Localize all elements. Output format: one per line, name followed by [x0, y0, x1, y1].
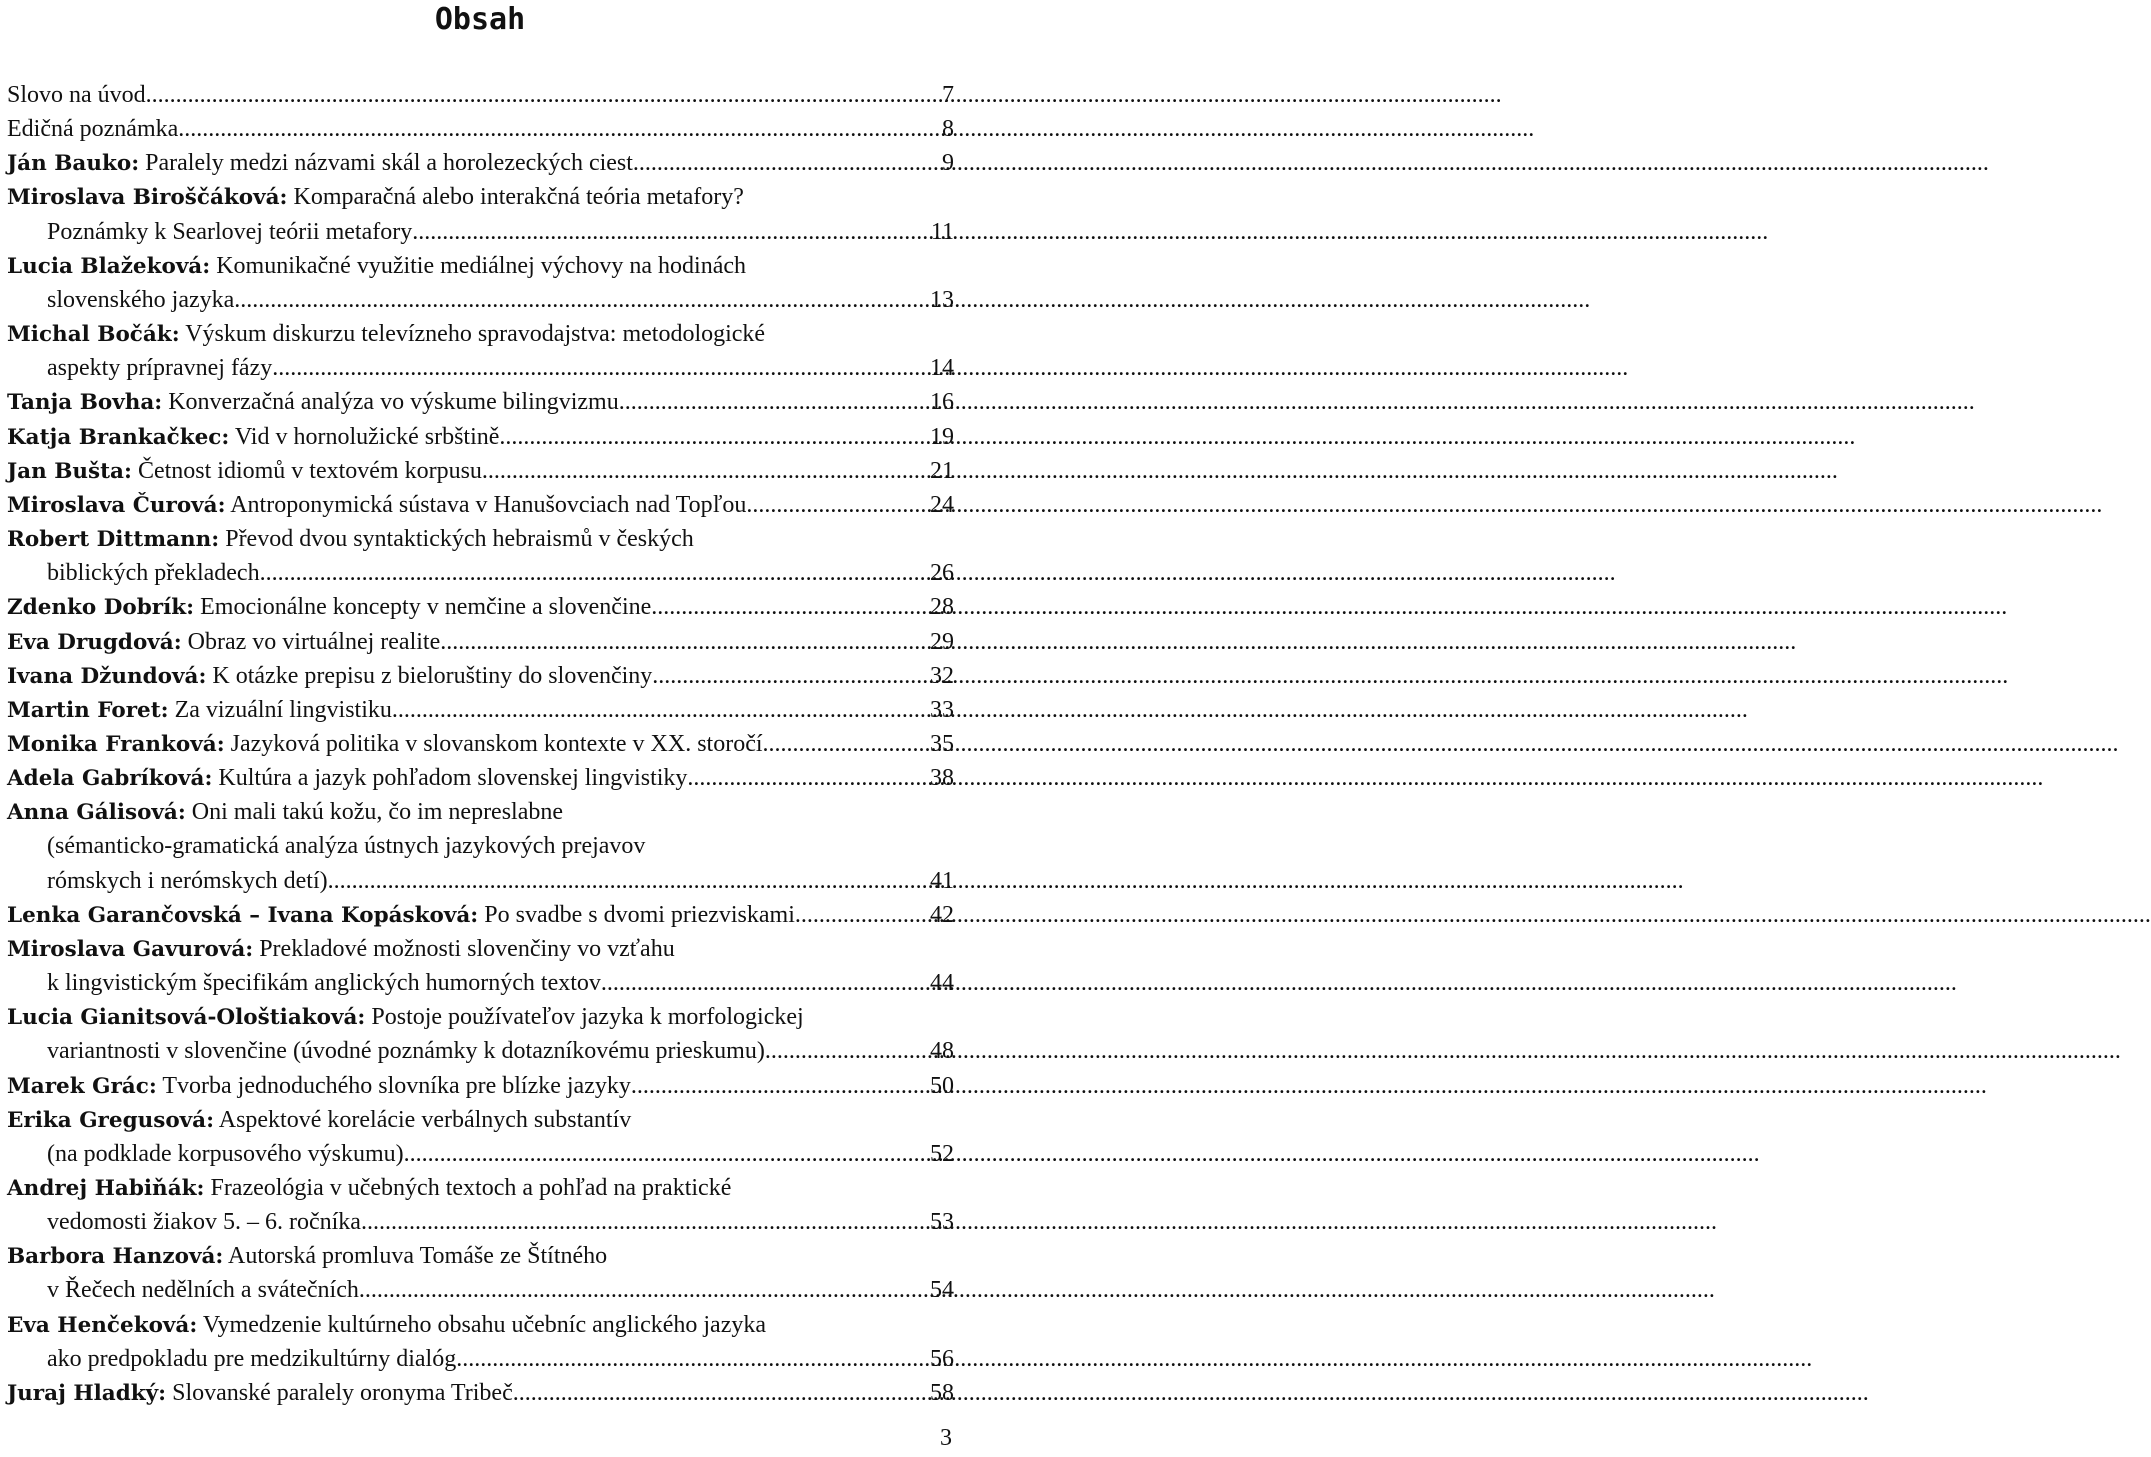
toc-entry-title: Edičná poznámka: [7, 116, 179, 143]
toc-entry-author: Miroslava Čurová:: [7, 492, 226, 518]
toc-entry[interactable]: [7, 522, 960, 590]
toc-entry-title: Paralely medzi názvami skál a horolezeckých ciest: [145, 150, 633, 177]
toc-entry-line: [7, 693, 960, 727]
toc-entry-line: [7, 351, 960, 385]
toc-entry-page: 52: [930, 1140, 954, 1167]
toc-entry-title: Komparačná alebo interakčná teória metafory?: [293, 184, 744, 211]
toc-entry-page: 13: [930, 286, 954, 313]
toc-entry-line: [7, 283, 960, 317]
toc-entry-title: Slovanské paralely oronyma Tribeč: [172, 1379, 513, 1406]
toc-entry-page: 28: [930, 594, 954, 621]
toc-entry-page: 50: [930, 1072, 954, 1099]
dot-leader: [440, 625, 928, 659]
dot-leader: [746, 488, 928, 522]
dot-leader: [765, 1034, 928, 1068]
toc-entry[interactable]: [7, 1000, 960, 1068]
dot-leader: [328, 864, 928, 898]
dot-leader: [619, 385, 928, 419]
dot-leader: [633, 146, 940, 180]
toc-entry-title: vedomosti žiakov 5. – 6. ročníka: [47, 1209, 361, 1236]
toc-entry-title: Oni mali takú kožu, čo im nepreslabne: [191, 799, 564, 826]
toc-entry-author: Zdenko Dobrík:: [7, 595, 195, 621]
toc-entry-title: Vid v hornolužické srbštině: [234, 423, 500, 450]
toc-entry-title: Slovo na úvod: [7, 82, 146, 108]
toc-entry-page: 29: [930, 628, 954, 655]
toc-entry-line: [7, 625, 960, 659]
toc-entry-title: Emocionálne koncepty v nemčine a slovenčine: [200, 594, 652, 621]
toc-entry-title: Postoje používateľov jazyka k morfologickej: [371, 1004, 804, 1031]
toc-entry-line: [7, 932, 960, 966]
toc-entry-page: 26: [930, 560, 954, 587]
toc-entry-line: [7, 385, 960, 419]
toc-entry-line: [7, 1342, 960, 1376]
toc-entry-title: Konverzačná analýza vo výskume bilingvizmu: [168, 389, 619, 416]
dot-leader: [795, 898, 928, 932]
toc-entry-author: Marek Grác:: [7, 1073, 157, 1099]
toc-entry-author: Lucia Blažeková:: [7, 253, 211, 279]
toc-entry-page: 41: [930, 867, 954, 894]
toc-entry-title: Tvorba jednoduchého slovníka pre blízke jazyky: [162, 1072, 631, 1099]
toc-entry-line: [7, 590, 960, 624]
toc-entry-line: [7, 454, 960, 488]
toc-entry-author: Miroslava Gavurová:: [7, 936, 254, 962]
toc-entry-line: [7, 1205, 960, 1239]
toc-entry-title: Autorská promluva Tomáše ze Štítného: [228, 1243, 608, 1270]
toc-entry-line: [7, 1273, 960, 1307]
toc-entry-title: Převod dvou syntaktických hebraismů v českých: [225, 526, 694, 553]
toc-entry-line: [7, 556, 960, 590]
toc-entry-page: 19: [930, 423, 954, 450]
toc-entry-page: 38: [930, 765, 954, 792]
dot-leader: [361, 1205, 928, 1239]
dot-leader: [272, 351, 928, 385]
toc-entry[interactable]: [7, 180, 960, 248]
toc-entry[interactable]: [7, 78, 960, 112]
toc-entry-title: k lingvistickým špecifikám anglických humorných textov: [47, 970, 601, 997]
toc-entry-page: 8: [942, 116, 954, 143]
toc-entry-line: [7, 488, 960, 522]
toc-entry-title: (na podklade korpusového výskumu): [47, 1140, 404, 1167]
dot-leader: [601, 966, 928, 1000]
toc-entry-line: [7, 317, 960, 351]
toc-entry-title: Frazeológia v učebných textoch a pohľad na praktické: [210, 1175, 732, 1201]
toc-entry-line: [7, 249, 960, 283]
toc-entry-author: Monika Franková:: [7, 731, 225, 757]
table-of-contents: [7, 78, 960, 1410]
toc-entry-line: [7, 215, 960, 249]
toc-entry-line: [7, 966, 960, 1000]
toc-entry-author: Katja Brankačkec:: [7, 424, 230, 450]
dot-leader: [513, 1376, 928, 1410]
toc-entry[interactable]: [7, 625, 960, 659]
toc-entry-title: Vymedzenie kultúrneho obsahu učebníc anglického jazyka: [202, 1311, 767, 1338]
toc-entry-title: (sémanticko-gramatická analýza ústnych jazykových prejavov: [47, 833, 646, 860]
toc-entry-line: [7, 1000, 960, 1034]
toc-entry-title: Obraz vo virtuálnej realite: [187, 628, 441, 655]
toc-entry[interactable]: [7, 932, 960, 1000]
toc-entry-title: ako predpokladu pre medzikultúrny dialóg: [47, 1345, 457, 1372]
toc-entry-title: slovenského jazyka: [47, 286, 235, 313]
toc-entry[interactable]: [7, 249, 960, 317]
toc-entry[interactable]: [7, 146, 960, 180]
dot-leader: [178, 112, 940, 146]
dot-leader: [499, 420, 928, 454]
toc-entry-page: 24: [930, 491, 954, 518]
toc-entry-title: biblických překladech: [47, 560, 260, 587]
toc-entry-author: Barbora Hanzová:: [7, 1244, 224, 1270]
toc-entry-author: Lucia Gianitsová-Ološtiaková:: [7, 1005, 366, 1031]
toc-entry-page: 54: [930, 1277, 954, 1304]
toc-entry-author: Eva Henčeková:: [7, 1312, 198, 1338]
toc-entry-line: [7, 659, 960, 693]
toc-entry-title: rómskych i nerómskych detí): [47, 867, 328, 894]
toc-entry-line: [7, 1239, 960, 1273]
toc-entry[interactable]: [7, 385, 960, 419]
toc-entry-author: Robert Dittmann:: [7, 527, 220, 553]
toc-entry-author: Martin Foret:: [7, 697, 169, 723]
toc-entry-title: Poznámky k Searlovej teórii metafory: [47, 218, 413, 245]
toc-entry-page: 11: [930, 218, 954, 245]
toc-entry-line: [7, 420, 960, 454]
page-title: Obsah: [434, 2, 526, 37]
toc-entry-line: [7, 898, 960, 932]
toc-entry-author: Michal Bočák:: [7, 322, 180, 348]
dot-leader: [392, 693, 928, 727]
toc-entry-line: [7, 829, 960, 863]
toc-entry-title: Aspektové korelácie verbálnych substantív: [218, 1106, 632, 1133]
toc-entry-page: 48: [930, 1038, 954, 1065]
toc-entry-title: Za vizuální lingvistiku: [174, 696, 392, 723]
toc-entry-author: Anna Gálisová:: [7, 800, 186, 826]
dot-leader: [456, 1342, 928, 1376]
toc-entry-page: 58: [930, 1379, 954, 1406]
dot-leader: [652, 659, 928, 693]
toc-entry-title: Jazyková politika v slovanskom kontexte v XX. storočí: [230, 730, 763, 757]
toc-entry[interactable]: [7, 317, 960, 385]
toc-entry-page: 44: [930, 970, 954, 997]
toc-entry-line: [7, 1171, 960, 1205]
toc-entry-title: Kultúra a jazyk pohľadom slovenskej lingvistiky: [218, 765, 688, 792]
page-number: 3: [940, 1425, 952, 1451]
toc-entry-line: [7, 1376, 960, 1410]
toc-entry-page: 53: [930, 1209, 954, 1236]
toc-entry-page: 35: [930, 730, 954, 757]
toc-entry-page: 33: [930, 696, 954, 723]
toc-entry-title: Antroponymická sústava v Hanušovciach nad Topľou: [230, 491, 747, 518]
dot-leader: [404, 1137, 928, 1171]
toc-entry-author: Juraj Hladký:: [7, 1380, 167, 1406]
toc-entry-author: Eva Drugdová:: [7, 629, 182, 655]
dot-leader: [412, 215, 929, 249]
toc-entry-author: Adela Gabríková:: [7, 766, 213, 792]
toc-entry-title: variantnosti v slovenčine (úvodné poznámky k dotazníkovému prieskumu): [47, 1038, 765, 1065]
toc-entry[interactable]: [7, 727, 960, 761]
toc-entry[interactable]: [7, 795, 960, 897]
toc-entry[interactable]: [7, 1069, 960, 1103]
toc-entry-line: [7, 1034, 960, 1068]
toc-entry[interactable]: [7, 1171, 960, 1239]
toc-entry-title: Výskum diskurzu televízneho spravodajstva: metodologické: [185, 321, 766, 348]
toc-entry-line: [7, 522, 960, 556]
toc-entry-author: Andrej Habiňák:: [7, 1176, 205, 1201]
toc-entry-title: Po svadbe s dvomi priezviskami: [484, 901, 795, 928]
toc-entry-title: Komunikačné využitie mediálnej výchovy na hodinách: [216, 252, 747, 279]
toc-entry-line: [7, 1069, 960, 1103]
toc-entry[interactable]: [7, 659, 960, 693]
toc-entry[interactable]: [7, 590, 960, 624]
dot-leader: [146, 78, 940, 112]
dot-leader: [763, 727, 928, 761]
dot-leader: [651, 590, 928, 624]
dot-leader: [631, 1069, 928, 1103]
toc-entry-title: aspekty prípravnej fázy: [47, 355, 273, 382]
toc-entry[interactable]: [7, 112, 960, 146]
toc-entry[interactable]: [7, 1239, 960, 1307]
toc-entry-author: Jan Bušta:: [7, 458, 132, 484]
toc-entry[interactable]: [7, 1103, 960, 1171]
toc-entry-title: Četnost idiomů v textovém korpusu: [137, 457, 482, 484]
toc-entry-title: v Řečech nedělních a svátečních: [47, 1277, 359, 1304]
toc-entry-line: [7, 112, 960, 146]
dot-leader: [359, 1273, 928, 1307]
toc-entry-page: 32: [930, 662, 954, 689]
toc-entry[interactable]: [7, 898, 960, 932]
toc-entry[interactable]: [7, 693, 960, 727]
toc-entry-author: Miroslava Biroščáková:: [7, 185, 288, 211]
toc-entry-line: [7, 795, 960, 829]
toc-entry-author: Ján Bauko:: [7, 151, 140, 177]
toc-entry-line: [7, 78, 960, 112]
toc-entry-page: 16: [930, 389, 954, 416]
dot-leader: [260, 556, 928, 590]
toc-entry-author: Tanja Bovha:: [7, 390, 163, 416]
toc-entry-author: Lenka Garančovská – Ivana Kopásková:: [7, 902, 479, 928]
toc-entry-title: K otázke prepisu z bieloruštiny do slovenčiny: [212, 662, 653, 689]
toc-entry-page: 7: [942, 82, 954, 108]
toc-entry-line: [7, 1137, 960, 1171]
toc-entry-page: 14: [930, 355, 954, 382]
toc-entry-line: [7, 180, 960, 214]
toc-entry[interactable]: [7, 761, 960, 795]
toc-entry-line: [7, 1103, 960, 1137]
toc-entry-title: Prekladové možnosti slovenčiny vo vzťahu: [259, 935, 675, 962]
toc-entry-page: 42: [930, 901, 954, 928]
toc-entry-author: Erika Gregusová:: [7, 1107, 215, 1133]
toc-entry[interactable]: [7, 1308, 960, 1376]
toc-entry-line: [7, 864, 960, 898]
toc-entry[interactable]: [7, 1376, 960, 1410]
toc-entry-line: [7, 727, 960, 761]
toc-entry[interactable]: [7, 488, 960, 522]
dot-leader: [482, 454, 928, 488]
toc-entry-page: 56: [930, 1345, 954, 1372]
dot-leader: [687, 761, 928, 795]
toc-entry-line: [7, 1308, 960, 1342]
toc-entry-author: Ivana Džundová:: [7, 663, 207, 689]
toc-entry-line: [7, 146, 960, 180]
toc-entry-page: 9: [942, 150, 954, 177]
toc-entry-page: 21: [930, 457, 954, 484]
toc-entry[interactable]: [7, 420, 960, 454]
toc-entry[interactable]: [7, 454, 960, 488]
dot-leader: [234, 283, 928, 317]
toc-entry-line: [7, 761, 960, 795]
